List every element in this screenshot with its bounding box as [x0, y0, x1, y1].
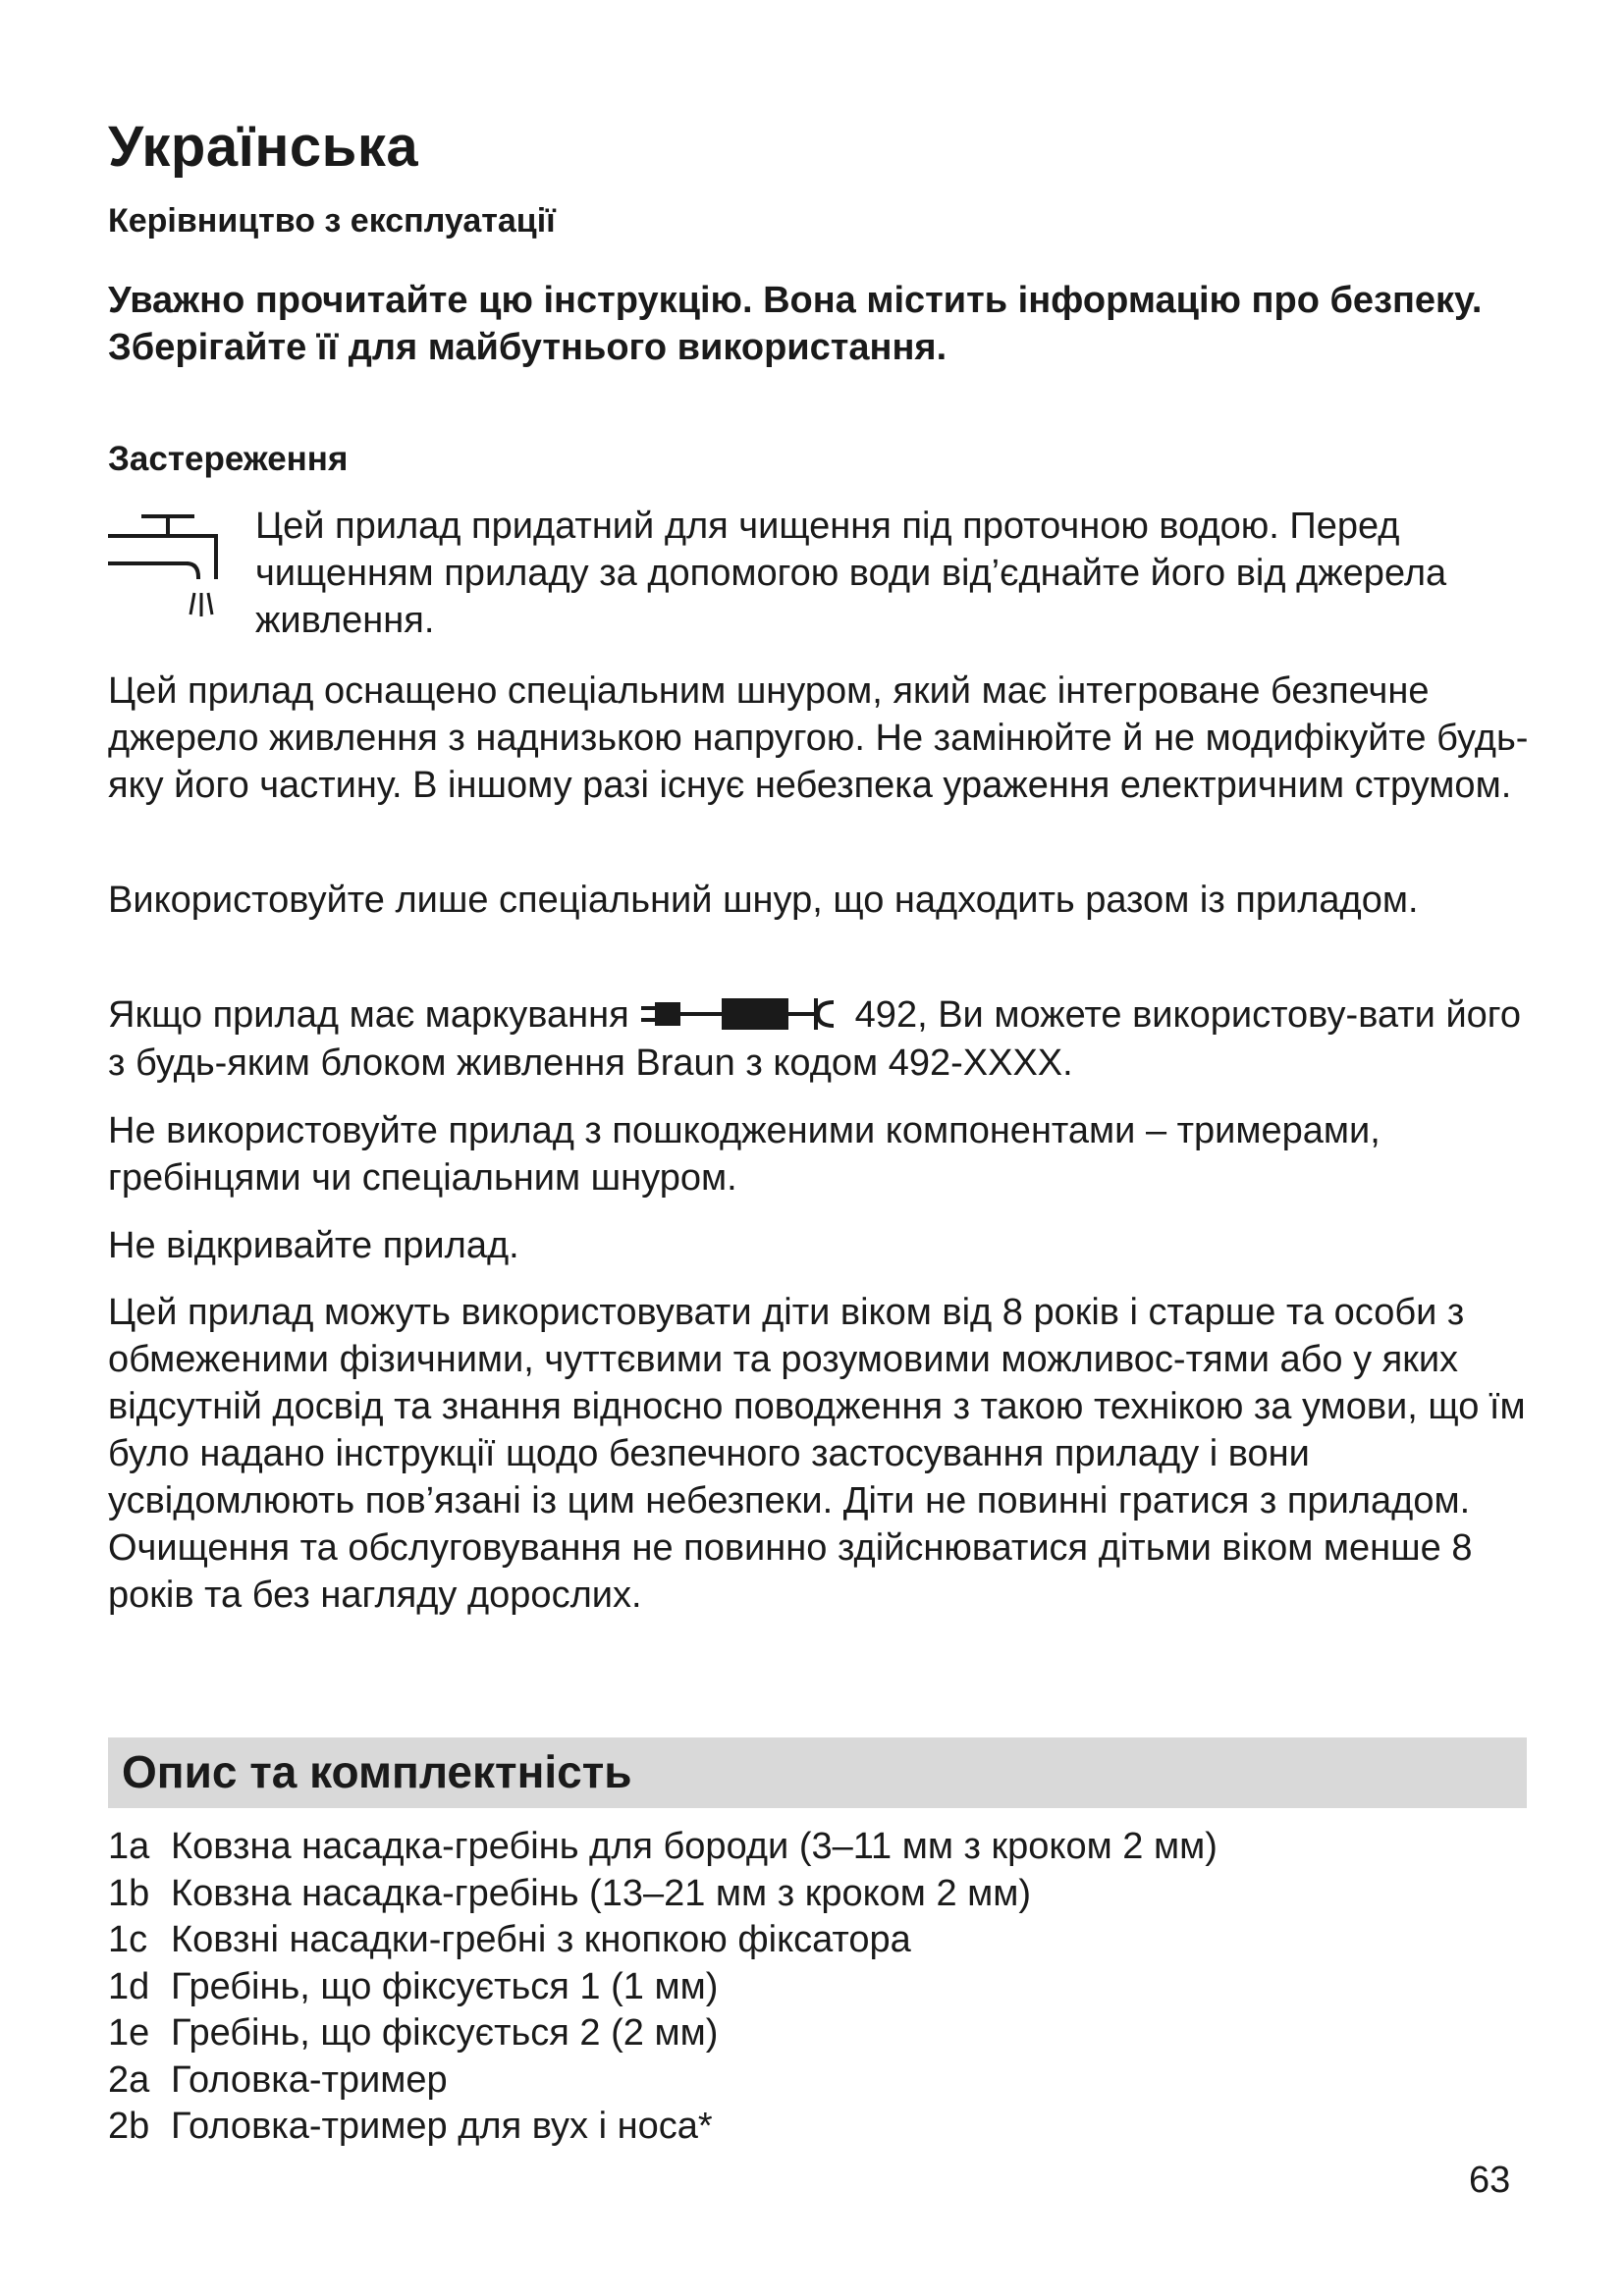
page-number: 63: [1469, 2160, 1511, 2201]
marking-text-before: Якщо прилад має маркування: [108, 994, 629, 1036]
part-text: Ковзна насадка-гребінь (13–21 мм з кроком 2 мм): [171, 1872, 1032, 1914]
paragraph-cord: Цей прилад оснащено спеціальним шнуром, який має інтегроване безпечне джерело живлення з наднизькою напругою. Не замінюйте й не модифікуйте будь-яку його частину. В іншому разі існує небезпека ураження електричним струмом.: [108, 670, 1529, 806]
water-tap-icon: [108, 508, 226, 624]
list-item: [108, 1917, 1218, 1964]
parts-list: [108, 1824, 1218, 2151]
paragraph-damaged: Не використовуйте прилад з пошкодженими компонентами – тримерами, гребінцями чи спеціальним шнуром.: [108, 1110, 1380, 1199]
part-code: 1d: [108, 1965, 150, 2007]
water-warning: Цей прилад придатний для чищення під проточною водою. Перед чищенням приладу за допомогою води від’єднайте його від джерела живлення.: [255, 506, 1447, 641]
section-header: [108, 1737, 1527, 1808]
paragraph-marking: [108, 991, 1532, 1087]
power-cord-symbol-icon: [641, 994, 847, 1034]
paragraph-children: Цей прилад можуть використовувати діти віком від 8 років і старше та особи з обмеженими фізичними, чуттєвими та розумовими можливос-тями або у яких відсутній досвід та знання відносно поводження з такою технікою за умови, що їм було надано інструкції щодо безпечного застосування приладу і вони усвідомлюють пов’язані із цим небезпеки. Діти не повинні гратися з приладом. Очищення та обслуговування не повинно здійснюватися дітьми віком менше 8 років та без нагляду дорослих.: [108, 1292, 1526, 1616]
part-text: Гребінь, що фіксується 2 (2 мм): [171, 2012, 719, 2054]
part-code: 2a: [108, 2058, 150, 2101]
part-text: Гребінь, що фіксується 1 (1 мм): [171, 1965, 719, 2007]
part-code: 1e: [108, 2012, 150, 2054]
part-code: 2b: [108, 2106, 150, 2147]
part-text: Головка-тример для вух і носа*: [171, 2106, 713, 2147]
page-subtitle: Керівництво з експлуатації: [108, 202, 556, 240]
part-code: 1c: [108, 1919, 148, 1960]
paragraph-do-not-open: Не відкривайте прилад.: [108, 1225, 519, 1266]
list-item: [108, 2010, 1218, 2057]
marking-text-after: 492, Ви можете використову-вати його з будь-яким блоком живлення Braun з кодом 492-XXXX.: [108, 994, 1521, 1084]
part-code: 1b: [108, 1872, 150, 1914]
list-item: [108, 1964, 1218, 2011]
part-text: Ковзна насадка-гребінь для бороди (3–11 мм з кроком 2 мм): [171, 1826, 1218, 1867]
part-text: Ковзні насадки-гребні з кнопкою фіксатора: [171, 1919, 911, 1960]
list-item: [108, 2057, 1218, 2105]
list-item: [108, 1824, 1218, 1871]
section-title: Опис та комплектність: [122, 1746, 632, 1797]
intro-text: Уважно прочитайте цю інструкцію. Вона містить інформацію про безпеку. Зберігайте її для майбутнього використання.: [108, 280, 1483, 368]
page-title: Українська: [108, 115, 419, 179]
part-code: 1a: [108, 1826, 150, 1867]
part-text: Головка-тример: [171, 2058, 448, 2101]
paragraph-use-cord: Використовуйте лише спеціальний шнур, що надходить разом із приладом.: [108, 880, 1419, 921]
warnings-heading: Застереження: [108, 440, 349, 478]
list-item: [108, 1871, 1218, 1918]
list-item: [108, 2104, 1218, 2151]
